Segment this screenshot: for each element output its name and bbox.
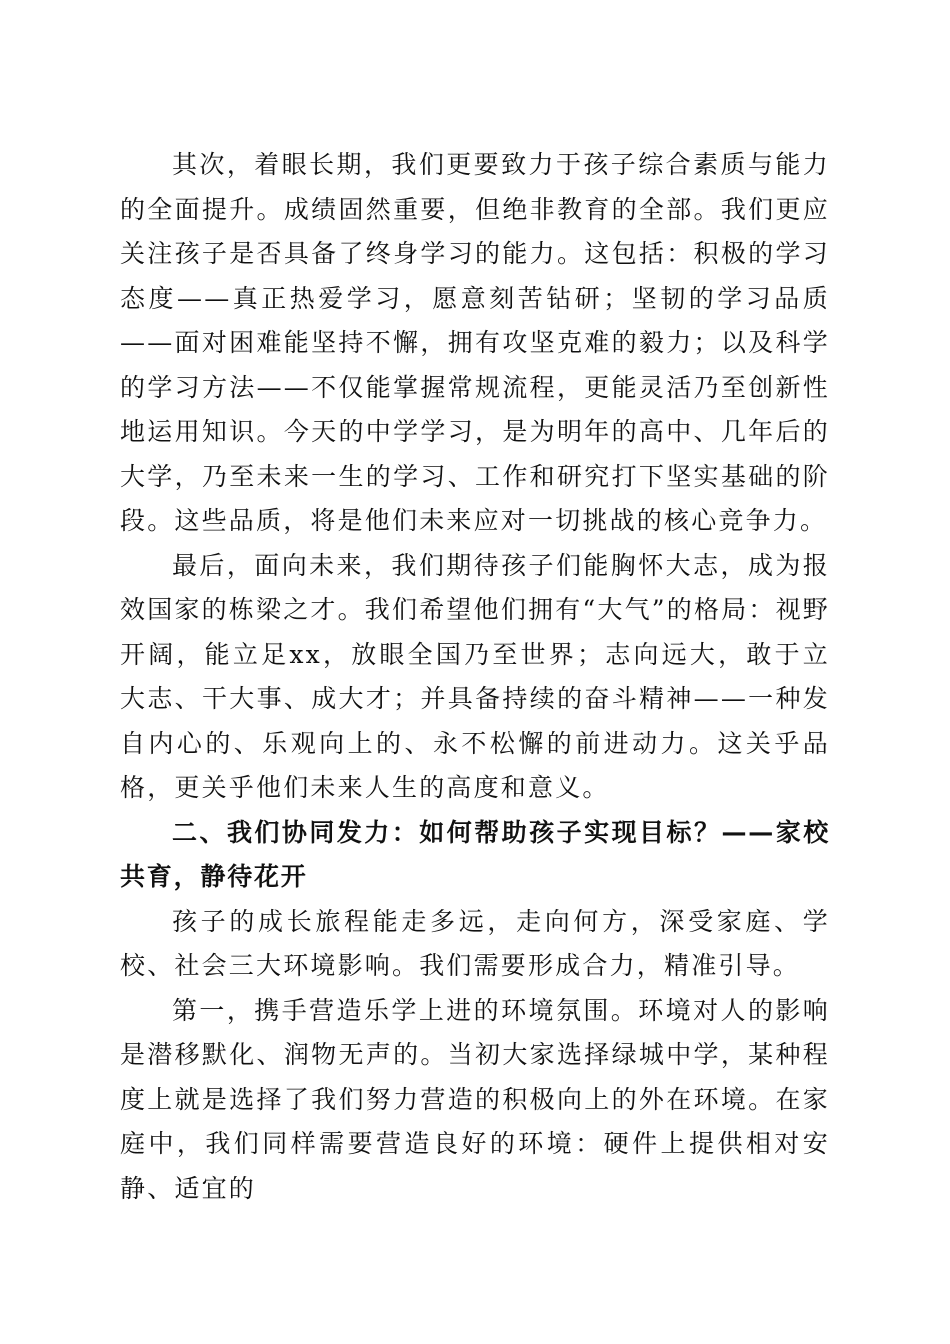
section-heading: 二、我们协同发力：如何帮助孩子实现目标？——家校共育，静待花开 (120, 817, 830, 891)
paragraph-environment-influence: 孩子的成长旅程能走多远，走向何方，深受家庭、学校、社会三大环境影响。我们需要形成合力，精准引导。 (120, 906, 830, 980)
document-page (120, 143, 830, 1211)
paragraph-long-term-development: 其次，着眼长期，我们更要致力于孩子综合素质与能力的全面提升。成绩固然重要，但绝非教育的全部。我们更应关注孩子是否具备了终身学习的能力。这包括：积极的学习态度——真正热爱学习，愿意刻苦钻研；坚韧的学习品质——面对困难能坚持不懈，拥有攻坚克难的毅力；以及科学的学习方法——不仅能掌握常规流程，更能灵活乃至创新性地运用知识。今天的中学学习，是为明年的高中、几年后的大学，乃至未来一生的学习、工作和研究打下坚实基础的阶段。这些品质，将是他们未来应对一切挑战的核心竞争力。 (120, 150, 830, 535)
paragraph-future-aspirations: 最后，面向未来，我们期待孩子们能胸怀大志，成为报效国家的栋梁之才。我们希望他们拥有“大气”的格局：视野开阔，能立足xx，放眼全国乃至世界；志向远大，敢于立大志、干大事、成大才；并具备持续的奋斗精神——一种发自内心的、乐观向上的、永不松懈的前进动力。这关乎品格，更关乎他们未来人生的高度和意义。 (120, 550, 830, 802)
paragraph-learning-atmosphere: 第一，携手营造乐学上进的环境氛围。环境对人的影响是潜移默化、润物无声的。当初大家选择绿城中学，某种程度上就是选择了我们努力营造的积极向上的外在环境。在家庭中，我们同样需要营造良好的环境：硬件上提供相对安静、适宜的 (120, 995, 830, 1203)
